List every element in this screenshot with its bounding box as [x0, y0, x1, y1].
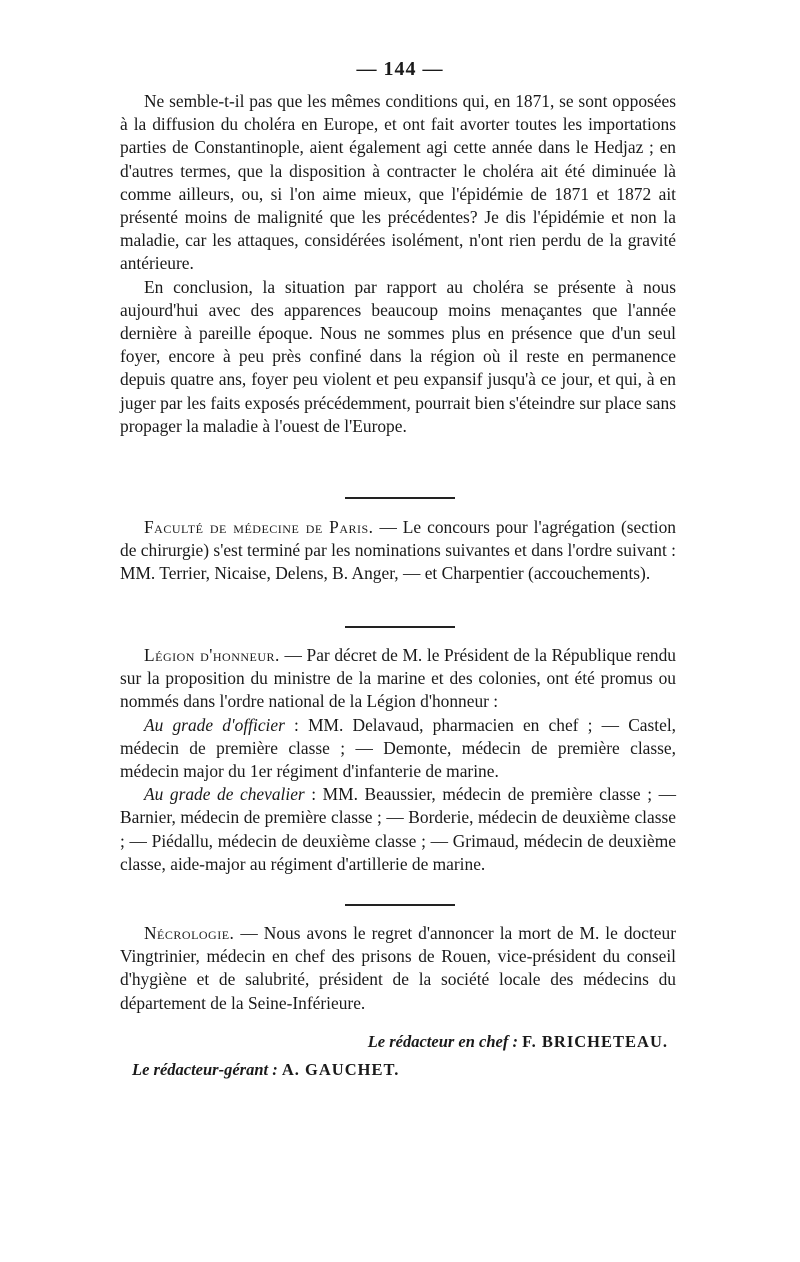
necrologie-paragraph: [120, 922, 676, 1015]
legion-text: — Par décret de M. le Président de la République rendu sur la proposition du ministre de la marine et des colonies, ont été promus ou nommés dans l'ordre national de la Légion d'honneur :: [120, 645, 677, 712]
officier-paragraph: [120, 714, 676, 784]
chief-editor-label: Le rédacteur en chef :: [367, 1032, 518, 1051]
faculte-text: — Le concours pour l'agrégation (section de chirurgie) s'est terminé par les nominations suivantes et dans l'ordre suivant : MM. Terrier, Nicaise, Delens, B. Anger, — et Charpentier (accouchements).: [120, 517, 676, 584]
officier-label: Au grade d'officier: [144, 714, 285, 735]
page-number: — 144 —: [356, 58, 444, 80]
chevalier-label: Au grade de chevalier: [144, 784, 305, 805]
section-divider: [345, 497, 455, 499]
chief-editor-signature: [368, 1031, 668, 1053]
chief-editor-name: F. BRICHETEAU.: [522, 1032, 668, 1051]
necrologie-text: — Nous avons le regret d'annoncer la mort de M. le docteur Vingtrinier, médecin en chef des prisons de Rouen, vice-président du conseil d'hygiène et de salubrité, président de la société locale des médecins du département de la Seine-Inférieure.: [120, 923, 676, 1013]
chevalier-text: : MM. Beaussier, médecin de première classe ; — Barnier, médecin de première classe ; — Borderie, médecin de deuxième classe ; — Piédallu, médecin de deuxième classe ; — Grimaud, médecin de deuxième classe, aide-major au régiment d'artillerie de marine.: [120, 784, 677, 874]
managing-editor-signature: [132, 1059, 399, 1081]
necrologie-heading: Nécrologie.: [144, 923, 235, 943]
legion-paragraph: [120, 644, 676, 714]
cholera-paragraph: Ne semble-t-il pas que les mêmes conditions qui, en 1871, se sont opposées à la diffusion du choléra en Europe, et ont fait avorter toutes les importations parties de Constantinople, aient également agi cette année dans le Hedjaz ; en d'autres termes, que la disposition à contracter le choléra ait été diminuée là comme ailleurs, ou, si l'on aime mieux, que l'épidémie de 1871 et 1872 ait présenté moins de malignité que les précédentes? Je dis l'épidémie et non la maladie, car les attaques, considérées isolément, n'ont rien perdu de la gravité antérieure.: [120, 91, 676, 274]
legion-section: [120, 644, 676, 876]
necrologie-section: [120, 922, 676, 1015]
intro-section: [120, 90, 676, 438]
faculte-paragraph: [120, 516, 676, 586]
faculte-section: [120, 516, 676, 586]
section-divider: [345, 626, 455, 628]
managing-editor-label: Le rédacteur-gérant :: [132, 1060, 278, 1079]
faculte-heading: Faculté de médecine de Paris.: [144, 517, 374, 537]
conclusion-paragraph: En conclusion, la situation par rapport au choléra se présente à nous aujourd'hui avec des apparences beaucoup moins menaçantes que l'année dernière à pareille époque. Nous ne sommes plus en présence que d'un seul foyer, encore à peu près confiné dans la région où il reste en permanence depuis quatre ans, foyer peu violent et peu expansif jusqu'à ce jour, et qui, à en juger par les faits exposés précédemment, pourrait bien s'éteindre sur place sans propager la maladie à l'ouest de l'Europe.: [120, 276, 676, 436]
managing-editor-name: A. GAUCHET.: [281, 1060, 400, 1079]
legion-heading: Légion d'honneur.: [144, 645, 280, 665]
chevalier-paragraph: [120, 783, 676, 876]
section-divider: [345, 904, 455, 906]
officier-text: : MM. Delavaud, pharmacien en chef ; — Castel, médecin de première classe ; — Demonte, médecin de première classe, médecin major du 1er régiment d'infanterie de marine.: [120, 714, 677, 782]
